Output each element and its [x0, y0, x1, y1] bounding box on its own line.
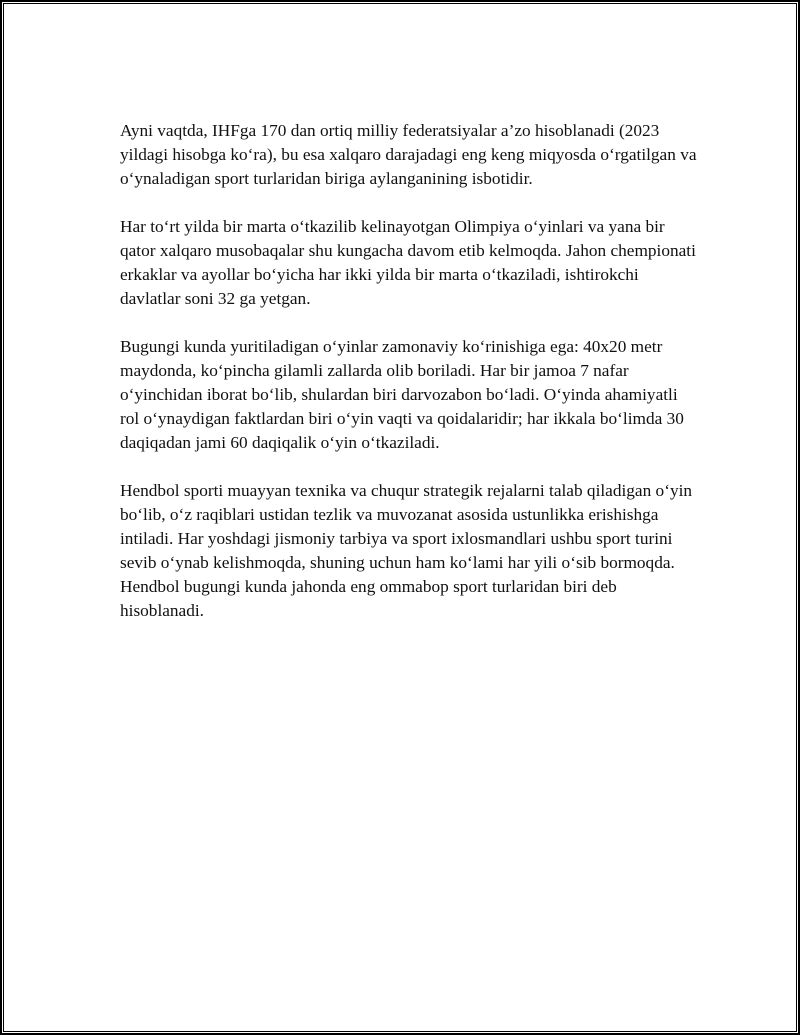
paragraph-ihf-membership: Ayni vaqtda, IHFga 170 dan ortiq milliy federatsiyalar a’zo hisoblanadi (2023 yildagi hisobga ko‘ra), bu esa xalqaro darajadagi eng keng miqyosda o‘rgatilgan va o‘ynaladigan sport turlaridan biriga aylanganining isbotidir.: [120, 121, 697, 188]
document-body: [120, 119, 700, 647]
paragraph-modern-game-rules: Bugungi kunda yuritiladigan o‘yinlar zamonaviy ko‘rinishiga ega: 40x20 metr maydonda, ko‘pincha gilamli zallarda olib boriladi. Har bir jamoa 7 nafar o‘yinchidan iborat bo‘lib, shulardan biri darvozabon bo‘ladi. O‘yinda ahamiyatli rol o‘ynaydigan faktlardan biri o‘yin vaqti va qoidalaridir; har ikkala bo‘limda 30 daqiqadan jami 60 daqiqalik o‘yin o‘tkaziladi.: [120, 337, 684, 452]
paragraph-handball-popularity: Hendbol sporti muayyan texnika va chuqur strategik rejalarni talab qiladigan o‘yin bo‘lib, o‘z raqiblari ustidan tezlik va muvozanat asosida ustunlikka erishishga intiladi. Har yoshdagi jismoniy tarbiya va sport ixlosmandlari ushbu sport turini sevib o‘ynab kelishmoqda, shuning uchun ham ko‘lami har yili o‘sib bormoqda. Hendbol bugungi kunda jahonda eng ommabop sport turlaridan biri deb hisoblanadi.: [120, 481, 693, 620]
paragraph-olympics-championships: Har to‘rt yilda bir marta o‘tkazilib kelinayotgan Olimpiya o‘yinlari va yana bir qator xalqaro musobaqalar shu kungacha davom etib kelmoqda. Jahon chempionati erkaklar va ayollar bo‘yicha har ikki yilda bir marta o‘tkaziladi, ishtirokchi davlatlar soni 32 ga yetgan.: [120, 217, 696, 308]
